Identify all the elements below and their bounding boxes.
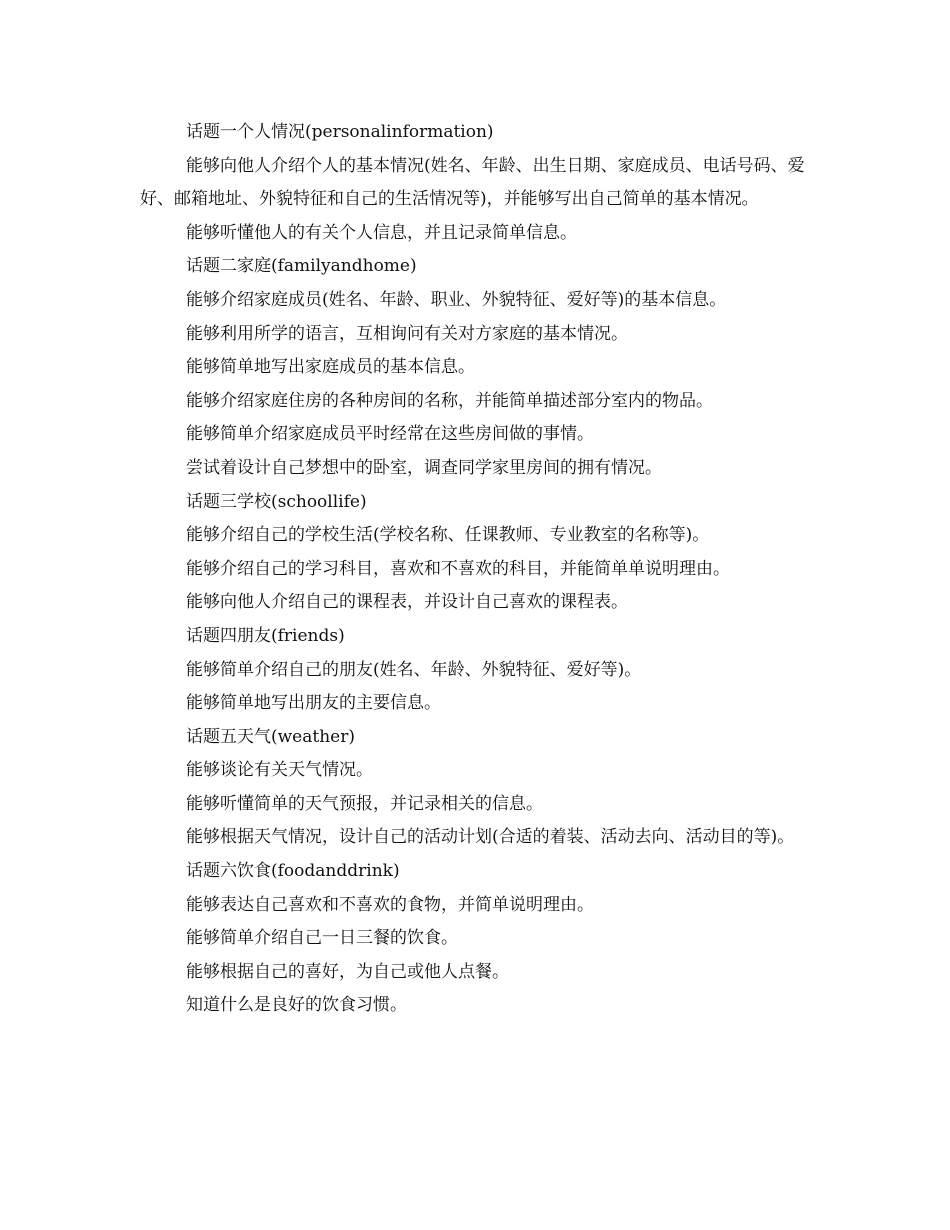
- paragraph: 能够根据天气情况，设计自己的活动计划(合适的着装、活动去向、活动目的等)。: [186, 827, 795, 848]
- paragraph: 能够简单介绍自己一日三餐的饮食。: [186, 928, 458, 949]
- paragraph: 能够根据自己的喜好，为自己或他人点餐。: [186, 961, 509, 982]
- paragraph: 能够利用所学的语言，互相询问有关对方家庭的基本情况。: [186, 323, 628, 344]
- document-body: [140, 116, 816, 1023]
- topic-heading: 话题四朋友(friends): [186, 625, 345, 646]
- paragraph: 能够介绍自己的学习科目，喜欢和不喜欢的科目，并能简单单说明理由。: [186, 558, 730, 579]
- topic-heading: 话题六饮食(foodanddrink): [186, 861, 400, 882]
- paragraph: 能够介绍家庭成员(姓名、年龄、职业、外貌特征、爱好等)的基本信息。: [186, 289, 727, 310]
- paragraph: 能够向他人介绍自己的课程表，并设计自己喜欢的课程表。: [186, 592, 628, 613]
- paragraph: 能够听懂简单的天气预报，并记录相关的信息。: [186, 793, 543, 814]
- topic-heading: 话题二家庭(familyandhome): [186, 256, 417, 277]
- paragraph: 能够简单地写出家庭成员的基本信息。: [186, 357, 475, 378]
- paragraph: 尝试着设计自己梦想中的卧室，调查同学家里房间的拥有情况。: [186, 457, 662, 478]
- paragraph: 能够向他人介绍个人的基本情况(姓名、年龄、出生日期、家庭成员、电话号码、爱好、邮箱地址、外貌特征和自己的生活情况等)，并能够写出自己简单的基本情况。: [140, 155, 805, 210]
- paragraph: 能够介绍自己的学校生活(学校名称、任课教师、专业教室的名称等)。: [186, 525, 710, 546]
- paragraph: 知道什么是良好的饮食习惯。: [186, 995, 407, 1016]
- topic-heading: 话题一个人情况(personalinformation): [186, 122, 494, 142]
- paragraph: 能够介绍家庭住房的各种房间的名称，并能简单描述部分室内的物品。: [186, 390, 713, 411]
- paragraph: 能够简单地写出朋友的主要信息。: [186, 693, 441, 714]
- paragraph: 能够简单介绍家庭成员平时经常在这些房间做的事情。: [186, 424, 594, 445]
- topic-heading: 话题五天气(weather): [186, 726, 355, 747]
- paragraph: 能够表达自己喜欢和不喜欢的食物，并简单说明理由。: [186, 894, 594, 915]
- topic-heading: 话题三学校(schoollife): [186, 491, 367, 512]
- paragraph: 能够听懂他人的有关个人信息，并且记录简单信息。: [186, 222, 577, 243]
- paragraph: 能够谈论有关天气情况。: [186, 760, 373, 781]
- paragraph: 能够简单介绍自己的朋友(姓名、年龄、外貌特征、爱好等)。: [186, 659, 642, 680]
